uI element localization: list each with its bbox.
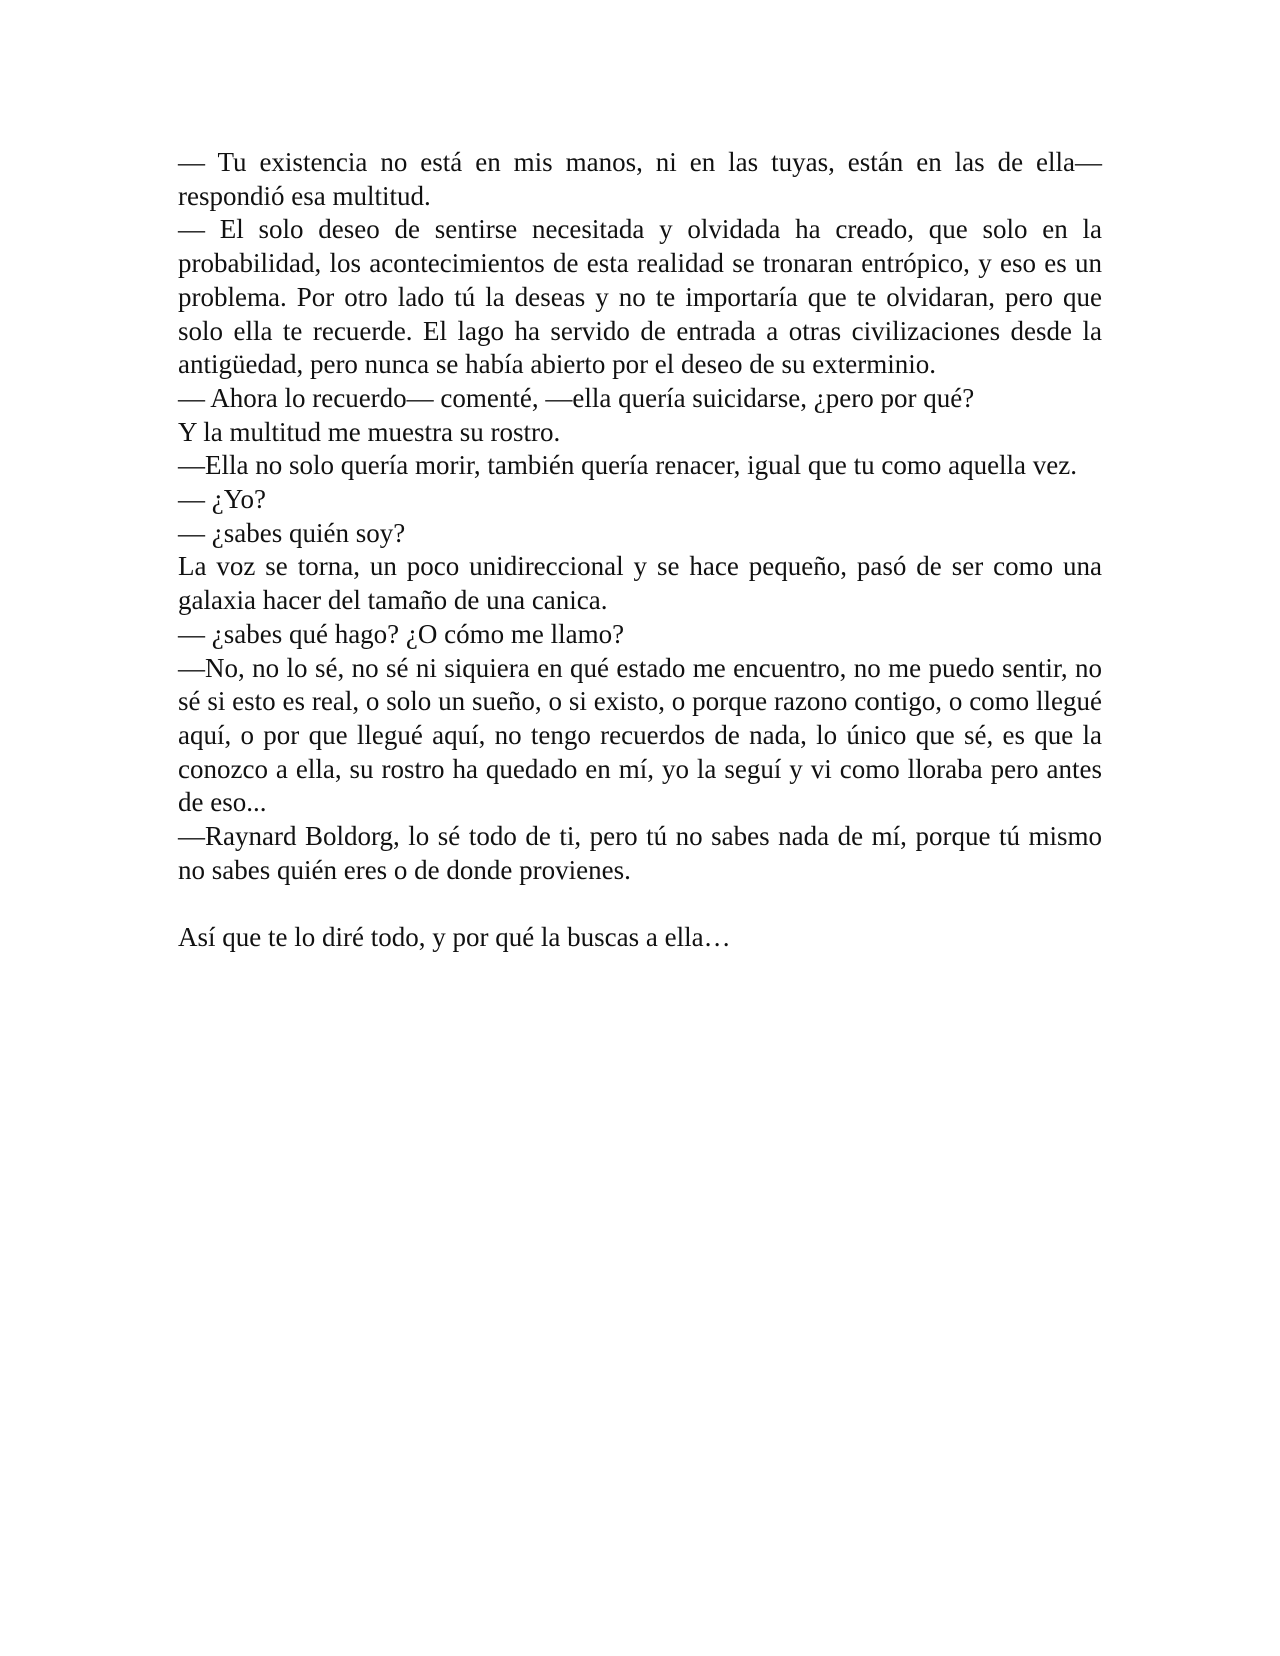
narration-paragraph-4: Y la multitud me muestra su rostro. [178,416,561,447]
dialogue-paragraph-1: — Tu existencia no está en mis manos, ni en las tuyas, están en las de ella— respondió esa multitud. [178,147,1102,211]
dialogue-paragraph-2: — El solo deseo de sentirse necesitada y olvidada ha creado, que solo en la probabilidad, los acontecimientos de esta realidad se tronaran entrópico, y eso es un problema. Por otro lado tú la deseas y no te importaría que te olvidaran, pero que solo ella te recuerde. El lago ha servido de entrada a otras civilizaciones desde la antigüedad, pero nunca se había abierto por el deseo de su exterminio. [178,214,1102,380]
body-text [178,146,1102,955]
paragraph-gap [178,887,1102,921]
narration-paragraph-8: La voz se torna, un poco unidireccional y se hace pequeño, pasó de ser como una galaxia hacer del tamaño de una canica. [178,551,1102,616]
dialogue-paragraph-3: — Ahora lo recuerdo— comenté, —ella quería suicidarse, ¿pero por qué? [178,382,975,413]
dialogue-paragraph-6: — ¿Yo? [178,484,267,515]
dialogue-paragraph-10: —No, no lo sé, no sé ni siquiera en qué estado me encuentro, no me puedo sentir, no sé si esto es real, o solo un sueño, o si existo, o porque razono contigo, o como llegué aquí, o por que llegué aquí, no tengo recuerdos de nada, lo único que sé, es que la conozco a ella, su rostro ha quedado en mí, yo la seguí y vi como lloraba pero antes de eso... [178,652,1102,818]
dialogue-paragraph-9: — ¿sabes qué hago? ¿O cómo me llamo? [178,618,625,649]
closing-paragraph: Así que te lo diré todo, y por qué la buscas a ella… [178,922,731,953]
dialogue-paragraph-5: —Ella no solo quería morir, también quería renacer, igual que tu como aquella vez. [178,450,1078,481]
dialogue-paragraph-11: —Raynard Boldorg, lo sé todo de ti, pero tú no sabes nada de mí, porque tú mismo no sabes quién eres o de donde provienes. [178,821,1102,885]
dialogue-paragraph-7: — ¿sabes quién soy? [178,517,406,548]
